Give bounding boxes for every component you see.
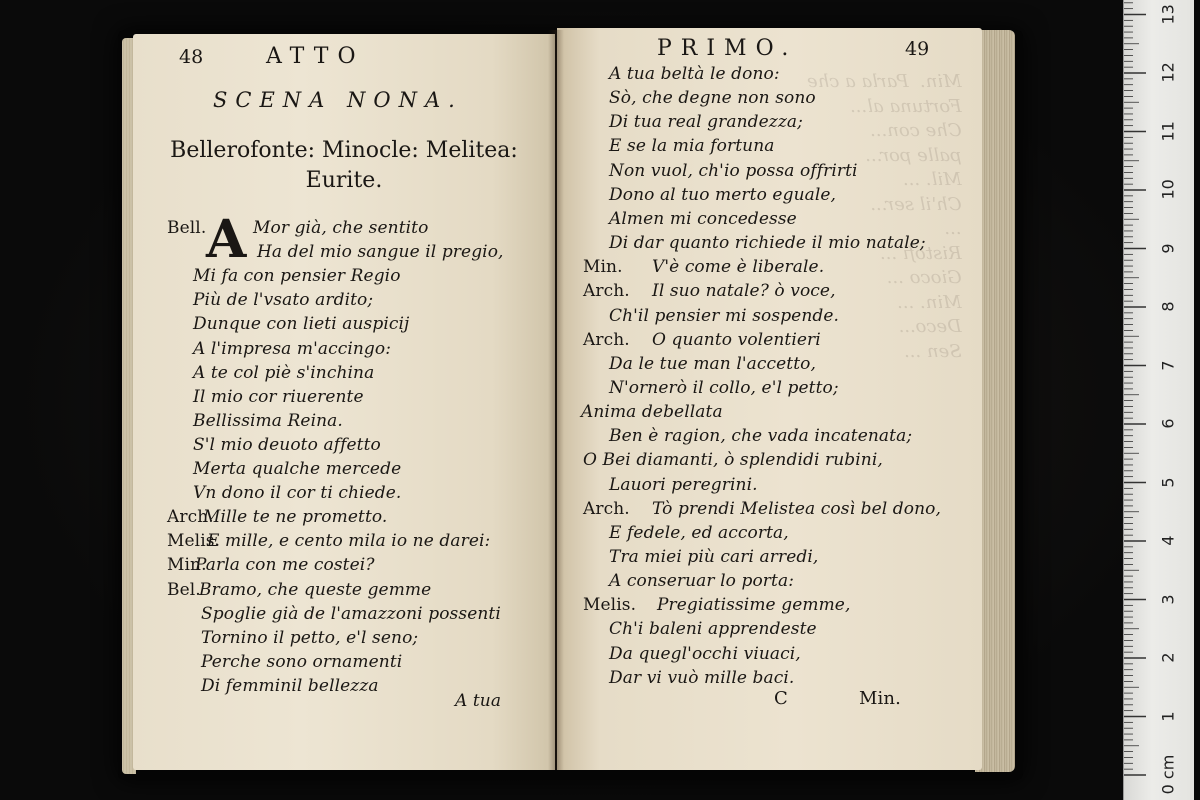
ruler-label: 5 [1158,476,1178,488]
verse-text: A l'impresa m'accingo: [193,338,392,359]
verse-text: Almen mi concedesse [609,208,797,229]
verse-line [133,266,555,288]
verse-line [557,281,982,303]
verse-text: Di tua real grandezza; [609,112,803,133]
ruler-label: 12 [1158,62,1178,83]
verse-text: E se la mia fortuna [609,136,775,157]
ruler-label: 0 cm [1158,754,1178,795]
verse-line [133,483,555,505]
scene-title: SCENA NONA. [213,88,463,112]
verse-line [557,209,982,231]
verse-text: N'ornerò il collo, e'l petto; [609,377,839,398]
verse-text: Mille te ne prometto. [203,507,388,528]
right-page [557,28,982,770]
speaker-label: Min. [583,257,623,278]
verse-line [557,619,982,641]
verse-line [557,64,982,86]
verse-line [557,233,982,255]
left-page [133,34,555,770]
signature-mark: C [774,688,788,709]
verse-line [557,523,982,545]
verse-text: Merta qualche mercede [193,459,402,479]
verse-line [133,339,555,361]
drop-capital: A [206,209,247,270]
speaker-label: Melis. [583,595,637,616]
verse-line [557,378,982,400]
verse-text: Da le tue man l'accetto, [609,353,816,374]
cast-list [133,136,555,196]
right-page-number: 49 [905,38,930,60]
verse-text: Bramo, che queste gemme [199,579,432,600]
verse-line [557,306,982,328]
left-page-number: 48 [179,46,204,68]
verse-text: Ch'il pensier mi sospende. [609,305,840,326]
verse-text: Di dar quanto richiede il mio natale; [609,233,926,254]
verse-text: Spoglie già de l'amazzoni possenti [201,603,501,624]
verse-line [133,411,555,433]
ruler-label: 13 [1158,3,1178,24]
verse-line [557,257,982,279]
cast-line-1: Bellerofonte: Minocle: Melitea: [170,138,518,163]
verse-text: Non vuol, ch'io possa offrirti [609,160,858,181]
verse-line [133,242,555,264]
verse-text: Il mio cor riuerente [193,386,364,407]
verse-line [133,652,555,674]
right-catchword: Min. [859,688,901,709]
verse-text: Ha del mio sangue il pregio, [257,242,504,263]
verse-line [557,499,982,521]
verse-text: Dono al tuo merto eguale, [609,184,837,205]
verse-text: Dunque con lieti auspicij [193,314,410,335]
cast-line-2: Eurite. [305,168,383,193]
verse-line [557,88,982,110]
verse-text: Tornino il petto, e'l seno; [201,627,419,648]
verse-line [133,580,555,602]
verse-text: Dar vi vuò mille baci. [609,667,795,688]
verse-text: A tua beltà le dono: [609,64,780,84]
ruler-label: 3 [1158,593,1178,605]
verse-text: Tra miei più cari arredi, [609,547,819,567]
verse-text: Pregiatissime gemme, [657,595,851,616]
verse-text: Lauori peregrini. [609,474,758,495]
verse-line [557,644,982,666]
verse-line [557,330,982,352]
show-through-text: Min. Parla a che Fortuna al... Che con... palle por... Mil. ... Ch'il ser... ... Ristofi ... Gioco ... Min. ... Deco... Sen ... [807,71,962,362]
verse-line [557,161,982,183]
verse-text: A te col piè s'inchina [193,362,375,383]
verse-text: Bellissima Reina. [193,410,343,431]
ruler-label: 9 [1158,242,1178,254]
verse-line [557,475,982,497]
verse-line [557,595,982,617]
verse-line [557,354,982,376]
verse-line [557,402,982,424]
speaker-label: Arch. [583,498,630,519]
speaker-label: Bel. [167,579,201,600]
speaker-label: Melis. [167,531,221,552]
ruler-label: 10 [1158,179,1178,200]
verse-text: Ben è ragion, che vada incatenata; [609,426,913,447]
verse-line [557,571,982,593]
verse-line [133,604,555,626]
speaker-label: Min. [167,555,207,576]
verse-line [133,555,555,577]
verse-line [133,363,555,385]
ruler-label: 2 [1158,652,1178,663]
speaker-label: Arch. [167,507,214,528]
speaker-label: Arch. [583,281,630,302]
right-running-head: PRIMO. [657,36,798,61]
ruler-label: 4 [1158,535,1178,546]
verse-text: Mi fa con pensier Regio [193,266,401,287]
verse-line [133,459,555,481]
left-catchword: A tua [455,691,502,711]
verse-text: Di femminil bellezza [201,675,379,696]
verse-line [133,507,555,529]
verse-line [133,628,555,650]
scale-ruler [1123,0,1194,800]
verse-line [557,668,982,690]
verse-text: V'è come è liberale. [652,257,825,278]
verse-text: O quanto volentieri [652,329,821,350]
ruler-ticks [1124,0,1194,800]
verse-line [557,450,982,472]
verse-line [557,185,982,207]
verse-line [133,290,555,312]
verse-text: E fedele, ed accorta, [609,522,789,543]
verse-line [133,531,555,553]
verse-text: O Bei diamanti, ò splendidi rubini, [583,450,883,471]
verse-line [557,136,982,158]
verse-text: Tò prendi Melistea così bel dono, [652,498,942,519]
left-running-head: ATTO [266,44,365,69]
verse-text: A conseruar lo porta: [609,571,795,592]
verse-line [557,426,982,448]
verse-text: Sò, che degne non sono [609,88,816,109]
verse-text: Anima debellata [581,402,723,423]
verse-line [557,547,982,569]
verse-line [133,435,555,457]
verse-text: Da quegl'occhi viuaci, [609,643,801,664]
verse-text: E mille, e cento mila io ne darei: [207,531,491,552]
verse-text: Più de l'vsato ardito; [193,290,374,311]
verse-text: Perche sono ornamenti [201,651,403,672]
speaker-label: Arch. [583,329,630,350]
speaker-label: Bell. [167,218,207,238]
verse-text: S'l mio deuoto affetto [193,434,381,455]
ruler-label: 1 [1158,710,1178,722]
verse-text: Il suo natale? ò voce, [652,281,836,302]
verse-text: Vn dono il cor ti chiede. [193,483,402,504]
verse-line [133,387,555,409]
verse-line [133,314,555,336]
ruler-label: 8 [1158,301,1178,312]
verse-text: Mor già, che sentito [253,218,429,238]
ruler-label: 6 [1158,418,1178,429]
verse-line [133,218,555,240]
verse-text: Parla con me costei? [195,555,375,576]
verse-line [557,112,982,134]
ruler-label: 11 [1158,120,1178,141]
ruler-label: 7 [1158,359,1178,371]
book-gutter [548,30,564,770]
verse-text: Ch'i baleni apprendeste [609,619,817,640]
